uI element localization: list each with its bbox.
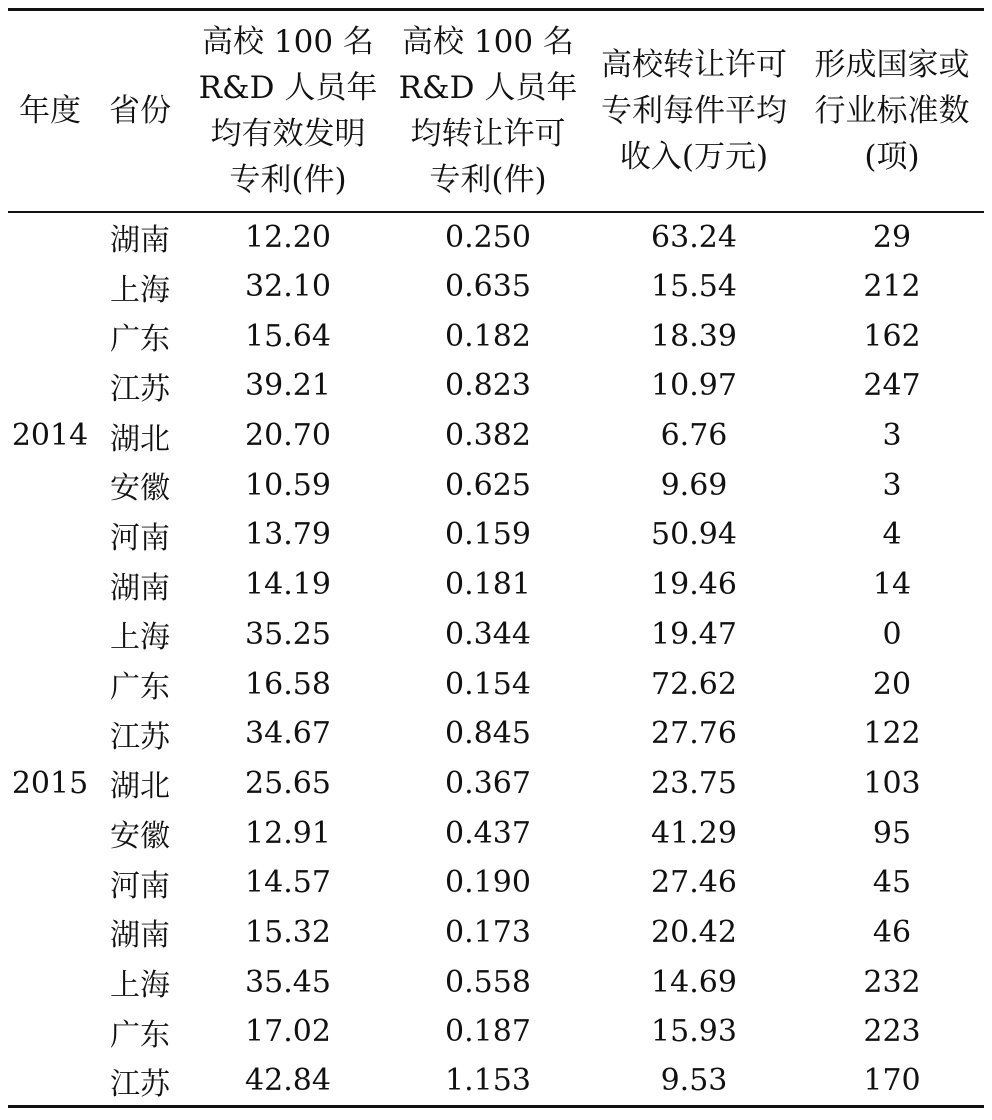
valid-patents-cell: 14.19 [245,567,331,603]
table-row [8,311,984,361]
province-cell: 上海 [110,272,170,308]
avg-income-cell: 19.46 [651,567,737,603]
valid-patents-cell: 20.70 [245,418,331,454]
transferred-patents-cell: 0.173 [445,914,531,950]
province-cell: 江苏 [110,719,170,755]
year-cell [8,808,92,858]
standards-cell: 45 [872,865,912,901]
province-cell: 湖南 [110,918,170,954]
avg-income-cell: 27.76 [651,716,737,752]
province-cell: 河南 [110,868,170,904]
table-row [8,212,984,262]
transferred-patents-cell: 0.344 [445,616,531,652]
valid-patents-cell: 34.67 [245,716,331,752]
province-cell: 江苏 [110,371,170,407]
standards-cell: 247 [863,368,921,404]
header-year [8,10,92,213]
transferred-patents-cell: 0.367 [445,765,531,801]
standards-cell: 3 [882,418,902,454]
year-cell [8,1057,92,1107]
standards-cell: 170 [800,1057,984,1107]
transferred-patents-cell: 0.181 [445,567,531,603]
standards-cell: 122 [863,716,921,752]
valid-patents-cell: 10.59 [245,467,331,503]
header-year-label: 年度 [19,93,81,129]
province-cell: 上海 [110,968,170,1004]
transferred-patents-cell: 0.625 [445,467,531,503]
valid-patents-cell: 32.10 [245,269,331,305]
avg-income-cell: 9.69 [660,467,728,503]
valid-patents-cell: 25.65 [245,765,331,801]
valid-patents-cell: 15.32 [245,914,331,950]
table-row [8,560,984,610]
header-province-label: 省份 [109,93,171,129]
transferred-patents-cell: 0.558 [445,964,531,1000]
avg-income-cell: 6.76 [660,418,728,454]
province-cell: 湖南 [110,223,170,259]
header-transferred-patents-label: 高校 100 名 R&D 人员年 均转让许可 专利(件) [398,24,578,198]
standards-cell: 46 [872,914,912,950]
header-avg-income [588,10,800,213]
table-row [8,1007,984,1057]
standards-cell: 3 [882,467,902,503]
year-cell [8,460,92,510]
avg-income-cell: 63.24 [651,219,737,255]
transferred-patents-cell: 0.250 [445,219,531,255]
province-cell: 河南 [110,520,170,556]
avg-income-cell: 14.69 [651,964,737,1000]
valid-patents-cell: 14.57 [245,865,331,901]
avg-income-cell: 50.94 [651,517,737,553]
table-row [8,957,984,1007]
header-row [8,10,984,213]
table-row [8,510,984,560]
avg-income-cell: 19.47 [651,616,737,652]
standards-cell: 103 [863,765,921,801]
table-row [8,858,984,908]
province-cell: 湖南 [110,570,170,606]
year-cell [8,709,92,759]
standards-cell: 162 [863,318,921,354]
avg-income-cell: 23.75 [651,765,737,801]
table-row [8,759,984,809]
valid-patents-cell: 42.84 [188,1057,388,1107]
transferred-patents-cell: 0.845 [445,716,531,752]
province-cell: 广东 [110,322,170,358]
transferred-patents-cell: 0.154 [445,666,531,702]
avg-income-cell: 15.54 [651,269,737,305]
transferred-patents-cell: 0.437 [445,815,531,851]
valid-patents-cell: 15.64 [245,318,331,354]
valid-patents-cell: 12.91 [245,815,331,851]
standards-cell: 0 [882,616,902,652]
standards-cell: 232 [863,964,921,1000]
avg-income-cell: 9.53 [588,1057,800,1107]
table-row [8,908,984,958]
province-cell: 湖北 [110,421,170,457]
standards-cell: 4 [882,517,902,553]
table-row [8,808,984,858]
header-standards [800,10,984,213]
transferred-patents-cell: 0.159 [445,517,531,553]
year-cell [8,659,92,709]
province-cell: 湖北 [110,769,170,805]
table-row [8,262,984,312]
header-valid-patents-label: 高校 100 名 R&D 人员年 均有效发明 专利(件) [198,24,378,198]
avg-income-cell: 18.39 [651,318,737,354]
header-province [92,10,188,213]
avg-income-cell: 72.62 [651,666,737,702]
transferred-patents-cell: 0.823 [445,368,531,404]
year-cell: 2015 [11,765,89,801]
year-cell [8,610,92,660]
transferred-patents-cell: 0.182 [445,318,531,354]
patent-statistics-table [8,8,984,1108]
year-cell [8,858,92,908]
valid-patents-cell: 39.21 [245,368,331,404]
year-cell [8,1007,92,1057]
province-cell: 安徽 [110,819,170,855]
table-row [8,659,984,709]
table-row [8,709,984,759]
year-cell [8,560,92,610]
header-valid-patents [188,10,388,213]
table-body [8,212,984,1106]
table-row [8,361,984,411]
province-cell: 上海 [110,620,170,656]
province-cell: 广东 [110,670,170,706]
transferred-patents-cell: 0.190 [445,865,531,901]
valid-patents-cell: 17.02 [245,1014,331,1050]
province-cell: 广东 [110,1017,170,1053]
year-cell [8,510,92,560]
table-row [8,411,984,461]
standards-cell: 20 [872,666,912,702]
table-row [8,610,984,660]
header-standards-label: 形成国家或 行业标准数 (项) [814,47,970,175]
avg-income-cell: 15.93 [651,1014,737,1050]
transferred-patents-cell: 0.382 [445,418,531,454]
header-transferred-patents [388,10,588,213]
year-cell [8,908,92,958]
avg-income-cell: 27.46 [651,865,737,901]
header-avg-income-label: 高校转让许可 专利每件平均 收入(万元) [601,47,787,175]
year-cell: 2014 [11,418,89,454]
province-cell: 江苏 [92,1057,188,1107]
standards-cell: 212 [863,269,921,305]
valid-patents-cell: 13.79 [245,517,331,553]
valid-patents-cell: 35.45 [245,964,331,1000]
valid-patents-cell: 16.58 [245,666,331,702]
standards-cell: 29 [872,219,912,255]
year-cell [8,957,92,1007]
standards-cell: 95 [872,815,912,851]
valid-patents-cell: 35.25 [245,616,331,652]
standards-cell: 223 [863,1014,921,1050]
table-row [8,1057,984,1107]
province-cell: 安徽 [110,471,170,507]
table-header [8,10,984,213]
standards-cell: 14 [872,567,912,603]
transferred-patents-cell: 1.153 [388,1057,588,1107]
avg-income-cell: 10.97 [651,368,737,404]
table-row [8,460,984,510]
year-cell [8,262,92,312]
year-cell [8,361,92,411]
avg-income-cell: 41.29 [651,815,737,851]
transferred-patents-cell: 0.635 [445,269,531,305]
avg-income-cell: 20.42 [651,914,737,950]
valid-patents-cell: 12.20 [245,219,331,255]
transferred-patents-cell: 0.187 [445,1014,531,1050]
year-cell [8,212,92,262]
year-cell [8,311,92,361]
